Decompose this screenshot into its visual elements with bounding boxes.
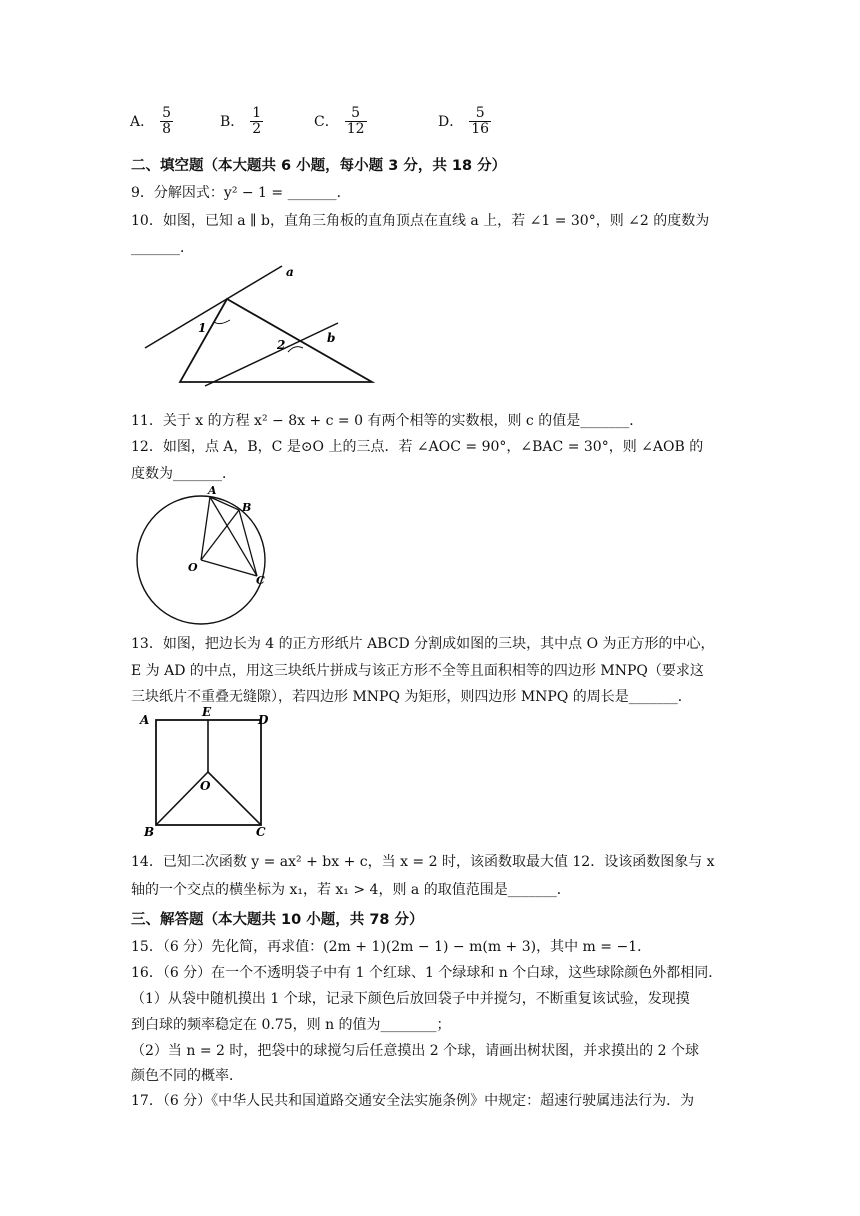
option-c-fraction: $\frac{5}{12}$ bbox=[346, 105, 365, 137]
line-a bbox=[145, 266, 282, 348]
option-b-label: B． bbox=[220, 114, 245, 131]
label-B: B bbox=[242, 501, 252, 514]
question-10-line2: _______． bbox=[131, 240, 194, 256]
question-13-line1: 13．如图，把边长为 4 的正方形纸片 ABCD 分割成如图的三块，其中点 O 为正方形的中心， bbox=[131, 636, 715, 652]
triangle bbox=[180, 299, 372, 382]
option-b bbox=[220, 106, 263, 136]
question-16-line4: （2）当 n = 2 时，把袋中的球搅匀后任意摸出 2 个球，请画出树状图，并求摸出的 2 个球 bbox=[131, 1043, 699, 1059]
option-c bbox=[314, 106, 367, 136]
section3-title: 三、解答题（本大题共 10 小题，共 78 分） bbox=[131, 912, 424, 928]
section2-title: 二、填空题（本大题共 6 小题，每小题 3 分，共 18 分） bbox=[131, 158, 507, 174]
question-11: 11．关于 x 的方程 x² − 8x + c = 0 有两个相等的实数根，则 c 的值是_______． bbox=[131, 413, 644, 429]
label-D: D bbox=[258, 713, 269, 727]
option-a bbox=[130, 106, 173, 136]
option-a-label: A． bbox=[130, 114, 155, 131]
label-C: C bbox=[256, 574, 265, 587]
question-16-line5: 颜色不同的概率． bbox=[131, 1068, 243, 1084]
angle-2-arc bbox=[288, 347, 303, 352]
question-13-figure bbox=[136, 704, 276, 840]
question-13-line3: 三块纸片不重叠无缝隙），若四边形 MNPQ 为矩形，则四边形 MNPQ 的周长是_______． bbox=[131, 689, 692, 705]
label-1: 1 bbox=[198, 321, 207, 335]
question-9: 9．分解因式：y² − 1 = _______． bbox=[131, 185, 351, 201]
question-13-line2: E 为 AD 的中点，用这三块纸片拼成与该正方形不全等且面积相等的四边形 MNPQ（要求这 bbox=[131, 663, 704, 679]
label-O: O bbox=[188, 561, 198, 574]
question-12-line2: 度数为_______． bbox=[131, 466, 236, 482]
question-10-line1: 10．如图，已知 a ∥ b，直角三角板的直角顶点在直线 a 上，若 ∠1 = 30°，则 ∠2 的度数为 bbox=[131, 213, 710, 229]
label-A: A bbox=[140, 713, 150, 727]
label-2: 2 bbox=[277, 338, 286, 352]
label-O: O bbox=[200, 779, 211, 793]
option-d-fraction: $\frac{5}{16}$ bbox=[471, 105, 490, 137]
option-d bbox=[438, 106, 491, 136]
label-B: B bbox=[144, 825, 155, 839]
label-b: b bbox=[327, 331, 336, 345]
angle-1-arc bbox=[214, 320, 230, 324]
question-16-line1: 16．（6 分）在一个不透明袋子中有 1 个红球、1 个绿球和 n 个白球，这些球除颜色外都相同． bbox=[131, 965, 723, 981]
question-14-line2: 轴的一个交点的横坐标为 x₁，若 x₁ > 4，则 a 的取值范围是_______． bbox=[131, 882, 571, 898]
option-a-fraction: $\frac{5}{8}$ bbox=[162, 105, 172, 137]
option-b-fraction: $\frac{1}{2}$ bbox=[252, 105, 262, 137]
segment-bc bbox=[239, 510, 257, 576]
option-d-label: D． bbox=[438, 114, 464, 131]
question-10-figure bbox=[140, 260, 380, 388]
question-12-line1: 12．如图，点 A，B，C 是⊙O 上的三点．若 ∠AOC = 90°，∠BAC = 30°，则 ∠AOB 的 bbox=[131, 439, 704, 455]
label-C: C bbox=[256, 825, 266, 839]
label-a: a bbox=[286, 265, 294, 279]
option-c-label: C． bbox=[314, 114, 339, 131]
question-16-line2: （1）从袋中随机摸出 1 个球，记录下颜色后放回袋子中并搅匀，不断重复该试验，发现摸 bbox=[131, 991, 690, 1007]
segment-oc bbox=[208, 772, 261, 825]
question-16-line3: 到白球的频率稳定在 0.75，则 n 的值为________； bbox=[131, 1017, 451, 1033]
question-14-line1: 14．已知二次函数 y = ax² + bx + c，当 x = 2 时，该函数取最大值 12．设该函数图象与 x bbox=[131, 854, 715, 870]
label-A: A bbox=[208, 484, 217, 497]
question-12-figure bbox=[130, 480, 280, 625]
question-17: 17．（6 分）《中华人民共和国道路交通安全法实施条例》中规定：超速行驶属违法行为．为 bbox=[131, 1093, 695, 1109]
line-b bbox=[205, 323, 338, 386]
label-E: E bbox=[202, 705, 212, 719]
question-15: 15．（6 分）先化简，再求值：(2m + 1)(2m − 1) − m(m + 3)，其中 m = −1． bbox=[131, 939, 652, 955]
